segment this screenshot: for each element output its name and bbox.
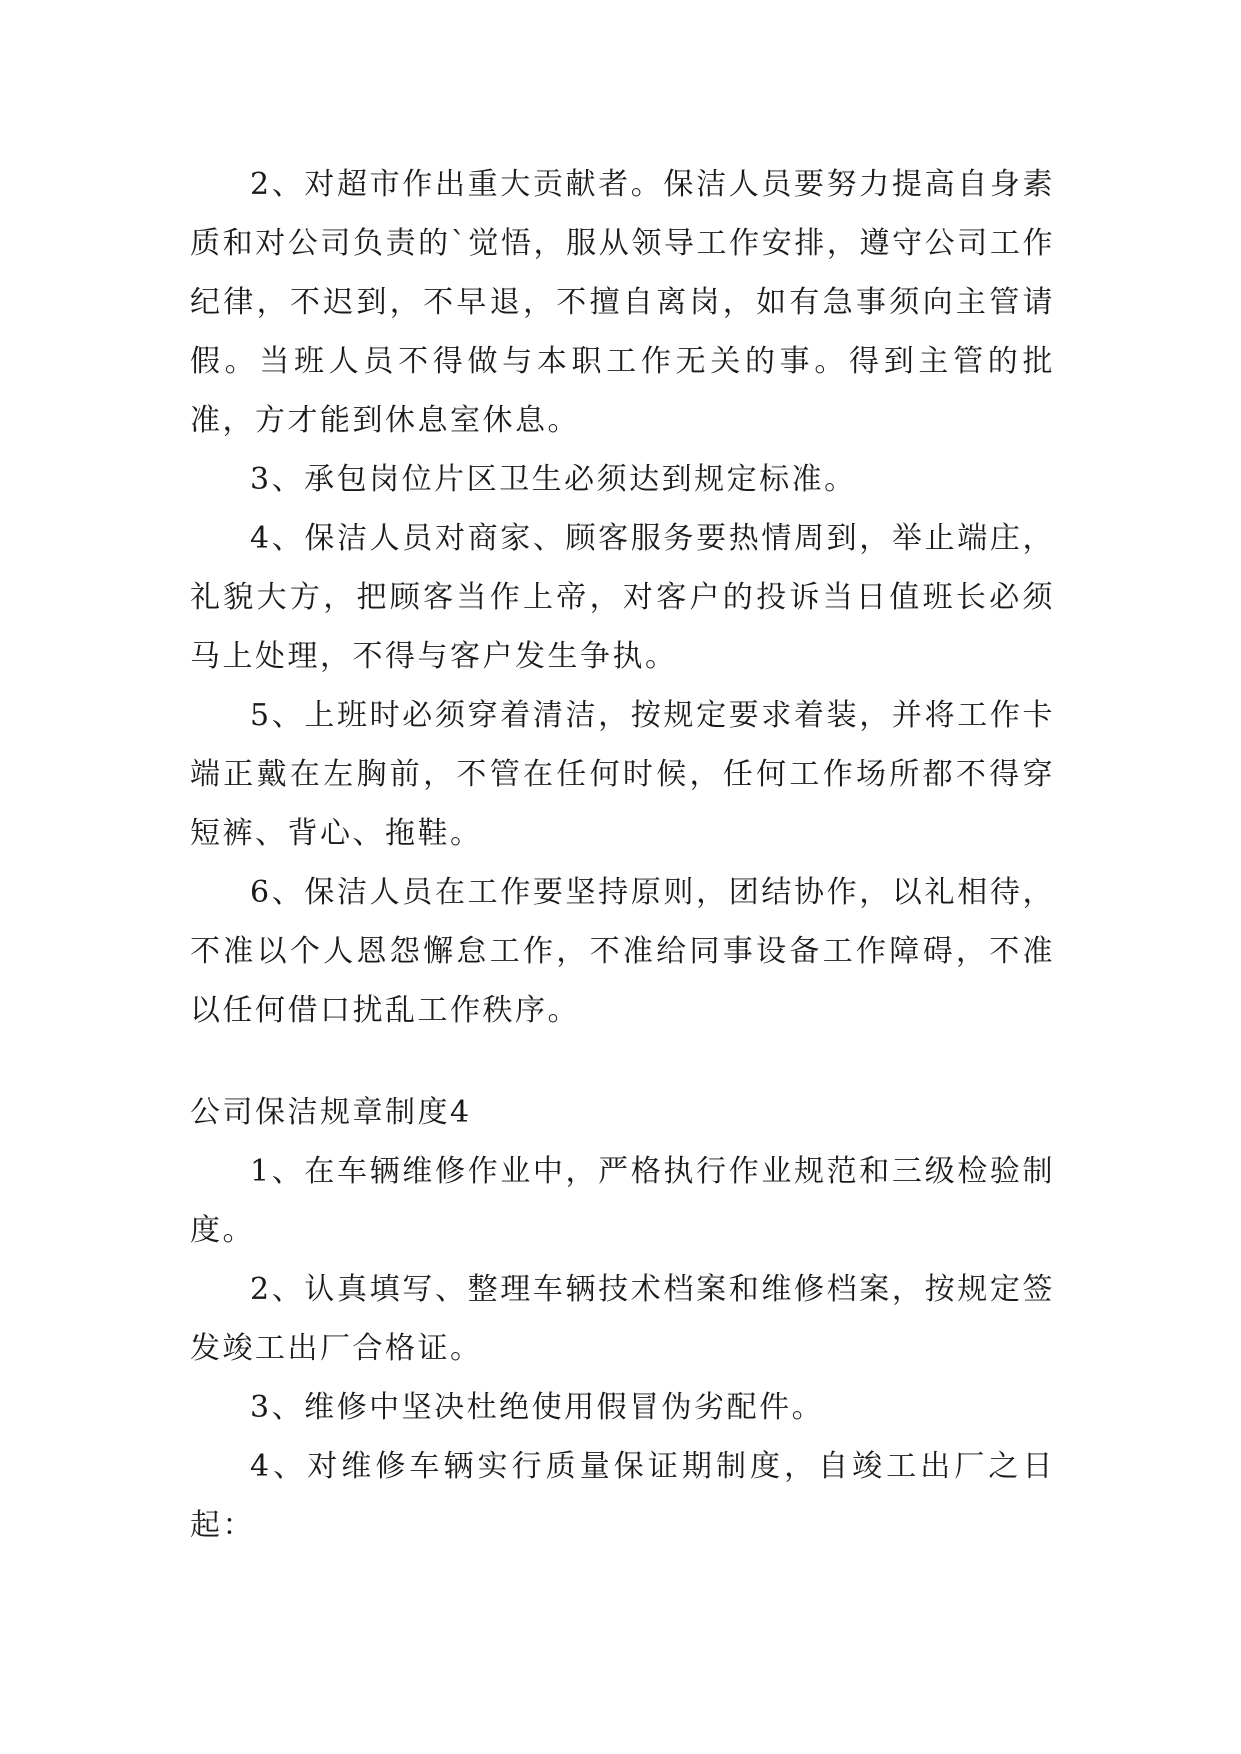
section-4: [190, 1083, 1055, 1555]
paragraph-item-2: 2、对超市作出重大贡献者。保洁人员要努力提高自身素质和对公司负责的`觉悟，服从领导工作安排，遵守公司工作纪律，不迟到，不早退，不擅自离岗，如有急事须向主管请假。当班人员不得做与本职工作无关的事。得到主管的批准，方才能到休息室休息。: [190, 167, 1055, 438]
section-heading: 公司保洁规章制度4: [190, 1095, 472, 1130]
section4-item-1: 1、在车辆维修作业中，严格执行作业规范和三级检验制度。: [190, 1154, 1055, 1248]
paragraph-item-5: 5、上班时必须穿着清洁，按规定要求着装，并将工作卡端正戴在左胸前，不管在任何时候，任何工作场所都不得穿短裤、背心、拖鞋。: [190, 698, 1055, 851]
section4-item-2: 2、认真填写、整理车辆技术档案和维修档案，按规定签发竣工出厂合格证。: [190, 1272, 1055, 1366]
paragraph-item-3: 3、承包岗位片区卫生必须达到规定标准。: [250, 462, 857, 497]
paragraph-item-6: 6、保洁人员在工作要坚持原则，团结协作，以礼相待，不准以个人恩怨懈怠工作，不准给同事设备工作障碍，不准以任何借口扰乱工作秩序。: [190, 875, 1055, 1028]
section4-item-3: 3、维修中坚决杜绝使用假冒伪劣配件。: [250, 1390, 825, 1425]
section-3-continued: [190, 155, 1055, 1040]
section4-item-4: 4、对维修车辆实行质量保证期制度，自竣工出厂之日起：: [190, 1449, 1055, 1543]
paragraph-item-4: 4、保洁人员对商家、顾客服务要热情周到，举止端庄，礼貌大方，把顾客当作上帝，对客户的投诉当日值班长必须马上处理，不得与客户发生争执。: [190, 521, 1055, 674]
